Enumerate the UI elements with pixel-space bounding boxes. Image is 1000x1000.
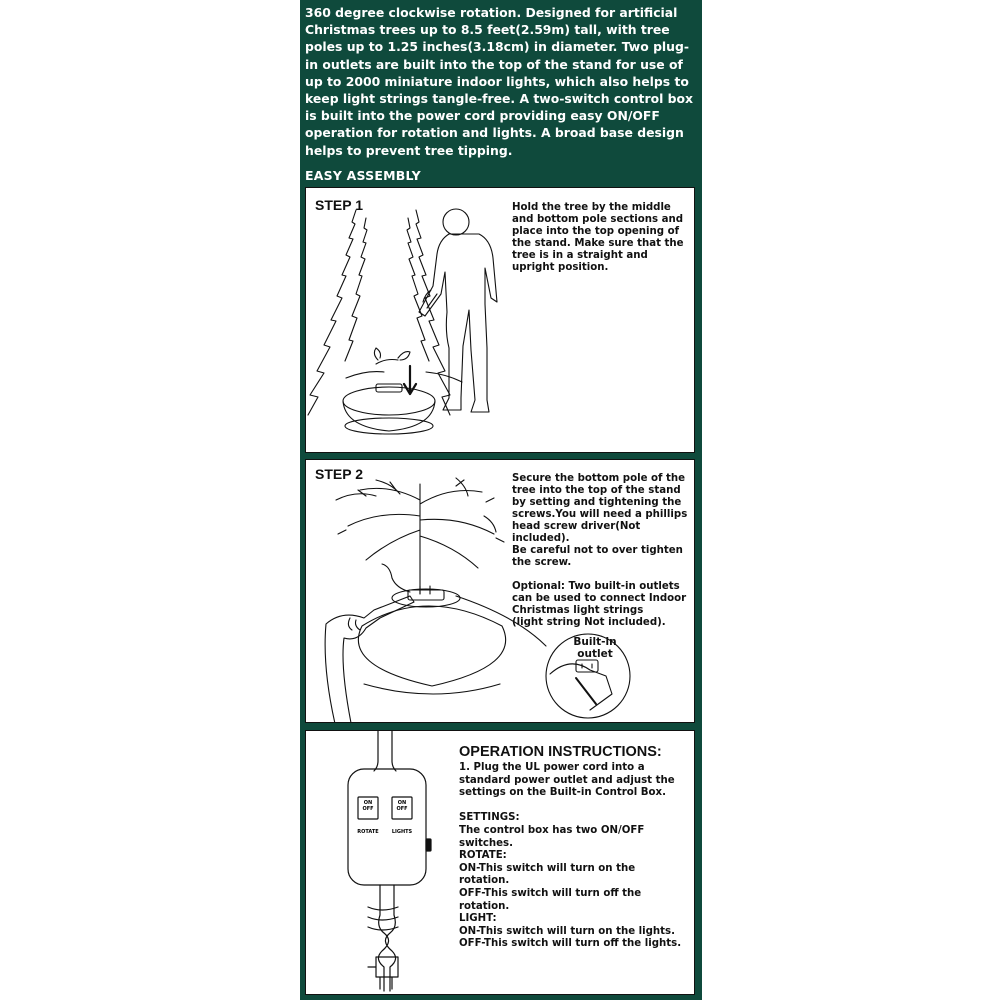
operation-text: 1. Plug the UL power cord into a standard power outlet and adjust the settings on the Built-in Control Box. SETTINGS: The control box has two ON/OFF switches. ROTATE: ON-This switch will turn on the rotation. OFF-This switch will turn off the rotation. LIGHT: ON-This switch will turn on the lights. OFF-This switch will turn off the lights. — [459, 762, 682, 950]
intro-paragraph: 360 degree clockwise rotation. Designed for artificial Christmas trees up to 8.5 feet(2.59m) tall, with tree poles up to 1.25 inches(3.18cm) in diameter. Two plug-in outlets are built into the top of the stand for use of up to 2000 miniature indoor lights, which also helps to keep light strings tangle-free. A two-switch control box is built into the power cord providing easy ON/OFF operation for rotation and lights. A broad base design helps to prevent tree tipping. — [305, 5, 694, 158]
rotate-switch-labels — [358, 800, 378, 812]
person-head — [443, 209, 469, 235]
control-box — [348, 769, 426, 885]
built-in-outlet-label: Built-in outlet — [573, 636, 617, 660]
rotate-switch-on: ON — [363, 800, 373, 806]
lights-switch-off: OFF — [396, 806, 408, 812]
lights-switch-on: ON — [397, 800, 407, 806]
rotate-switch-off: OFF — [362, 806, 374, 812]
lights-switch-labels — [392, 800, 412, 812]
step-2-title: STEP 2 — [315, 466, 363, 482]
hand-with-screwdriver — [325, 596, 414, 723]
tree-right-inner — [407, 218, 429, 361]
person-body — [419, 234, 497, 412]
tree-branches — [338, 480, 504, 594]
stand-base-top — [343, 387, 435, 415]
screwdriver-icon — [576, 678, 596, 704]
power-cord-top — [374, 731, 396, 771]
lights-label: LIGHTS — [391, 829, 413, 835]
step-1-card — [305, 187, 695, 453]
plug-icon — [368, 957, 398, 989]
operation-card — [305, 730, 695, 995]
tree-left-inner — [345, 218, 367, 361]
light-string-cord — [382, 564, 410, 592]
step-2-text: Secure the bottom pole of the tree into the top of the stand by setting and tightening the screws.You will need a phillips head screw driver(Not included). Be careful not to over tighten the screw. Optional: Two built-in outlets can be used to connect Indoor Christmas light strings (light string Not included). — [512, 473, 688, 628]
tree-left-outline — [308, 210, 356, 415]
step-1-text: Hold the tree by the middle and bottom pole sections and place into the top opening of the stand. Make sure that the tree is in a straight and upright position. — [512, 202, 684, 273]
step-1-title: STEP 1 — [315, 197, 363, 213]
side-button — [426, 839, 431, 851]
operation-title: OPERATION INSTRUCTIONS: — [459, 744, 662, 760]
step-2-card — [305, 459, 695, 723]
power-cord-bottom — [378, 885, 395, 991]
stand-top-plate — [392, 589, 460, 607]
easy-assembly-heading: EASY ASSEMBLY — [305, 168, 421, 183]
rotate-label: ROTATE — [357, 829, 379, 835]
stand-base-side — [343, 401, 435, 431]
